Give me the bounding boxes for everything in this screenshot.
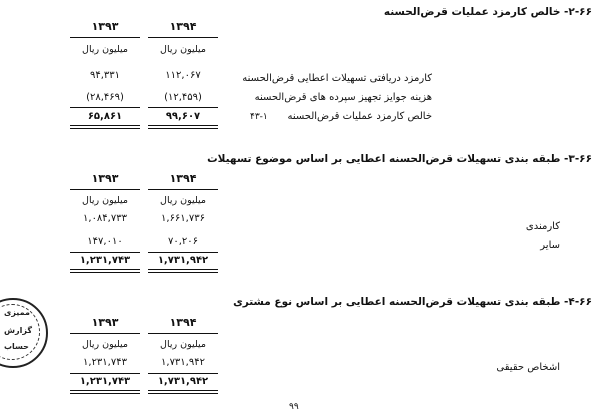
s1-row-label: کارمزد دریافتی تسهیلات اعطایی قرض‌الحسنه <box>242 73 432 84</box>
s2-total-1393: ۱,۲۳۱,۷۴۳ <box>79 255 131 266</box>
section1-title: ۲-۶۶- خالص کارمزد عملیات قرض‌الحسنه <box>383 6 592 18</box>
s3-total-double-line-1393 <box>70 390 140 394</box>
s3-row-value-1394: ۱,۷۳۱,۹۴۲ <box>161 357 205 368</box>
s1-row-value-1394: ۹۹,۶۰۷ <box>165 111 201 122</box>
stamp-text-line2: گزارش <box>4 326 33 335</box>
s1-unit-1394: میلیون ریال <box>160 44 206 55</box>
s3-unit-1394: میلیون ریال <box>160 339 206 350</box>
s2-total-double-line-1393 <box>70 269 140 273</box>
s2-subtotal-line-1394 <box>148 252 218 253</box>
s1-row-value-1394: ۱۱۲,۰۶۷ <box>165 70 201 81</box>
s2-row-value-1394: ۱,۶۶۱,۷۳۶ <box>161 213 205 224</box>
s1-subtotal-line-1393 <box>70 107 140 108</box>
s1-year-1394: ۱۳۹۴ <box>169 20 197 33</box>
s2-row-label: کارمندی <box>525 221 560 232</box>
s1-subtotal-line-1394 <box>148 107 218 108</box>
s3-year-1393: ۱۳۹۳ <box>91 316 119 329</box>
audit-stamp-seal <box>0 298 48 368</box>
s1-year-1393: ۱۳۹۳ <box>91 20 119 33</box>
s3-year-1394: ۱۳۹۴ <box>169 316 197 329</box>
page-number: ۹۹ <box>289 402 299 412</box>
s2-unit-1394: میلیون ریال <box>160 195 206 206</box>
s3-total-double-line-1394 <box>148 390 218 394</box>
s1-year-underline-1393 <box>70 37 140 38</box>
s2-subtotal-line-1393 <box>70 252 140 253</box>
s3-subtotal-line-1394 <box>148 373 218 374</box>
stamp-text-line1: ممیزی <box>4 308 30 317</box>
s1-row-label: هزینه جوایز تجهیز سپرده های قرض‌الحسنه <box>254 92 432 103</box>
s1-row-value-1394: (۱۲,۴۵۹) <box>164 92 202 103</box>
s3-year-underline-1393 <box>70 333 140 334</box>
s2-row-value-1393: ۱,۰۸۴,۷۳۳ <box>83 213 127 224</box>
stamp-text-line3: حساب <box>4 342 29 351</box>
s1-row-value-1393: (۲۸,۴۶۹) <box>86 92 124 103</box>
s1-year-underline-1394 <box>148 37 218 38</box>
s3-subtotal-line-1393 <box>70 373 140 374</box>
s3-year-underline-1394 <box>148 333 218 334</box>
s3-row-value-1393: ۱,۲۳۱,۷۴۳ <box>83 357 127 368</box>
section2-title: ۳-۶۶- طبقه بندی تسهیلات قرض‌الحسنه اعطایی بر اساس موضوع تسهیلات <box>207 153 592 165</box>
s3-unit-1393: میلیون ریال <box>82 339 128 350</box>
s2-year-1394: ۱۳۹۴ <box>169 172 197 185</box>
s1-unit-1393: میلیون ریال <box>82 44 128 55</box>
s2-year-underline-1393 <box>70 189 140 190</box>
s1-row-label: خالص کارمزد عملیات قرض‌الحسنه <box>287 111 432 122</box>
s2-row-value-1393: ۱۴۷,۰۱۰ <box>87 236 123 247</box>
s1-note-ref: ۴۳-۱ <box>250 112 268 122</box>
s2-year-1393: ۱۳۹۳ <box>91 172 119 185</box>
s2-row-label: سایر <box>540 240 560 251</box>
s1-total-double-line-1394 <box>148 125 218 129</box>
s1-row-value-1393: ۶۵,۸۶۱ <box>87 111 123 122</box>
s2-year-underline-1394 <box>148 189 218 190</box>
s2-total-double-line-1394 <box>148 269 218 273</box>
s3-row-label: اشخاص حقیقی <box>496 362 560 373</box>
s1-row-value-1393: ۹۴,۳۳۱ <box>89 70 121 81</box>
s2-unit-1393: میلیون ریال <box>82 195 128 206</box>
s3-total-1394: ۱,۷۳۱,۹۴۲ <box>157 376 209 387</box>
s2-total-1394: ۱,۷۳۱,۹۴۲ <box>157 255 209 266</box>
section3-title: ۴-۶۶- طبقه بندی تسهیلات قرض‌الحسنه اعطایی بر اساس نوع مشتری <box>233 296 592 308</box>
s2-row-value-1394: ۷۰,۲۰۶ <box>167 236 199 247</box>
s3-total-1393: ۱,۲۳۱,۷۴۳ <box>79 376 131 387</box>
s1-total-double-line-1393 <box>70 125 140 129</box>
